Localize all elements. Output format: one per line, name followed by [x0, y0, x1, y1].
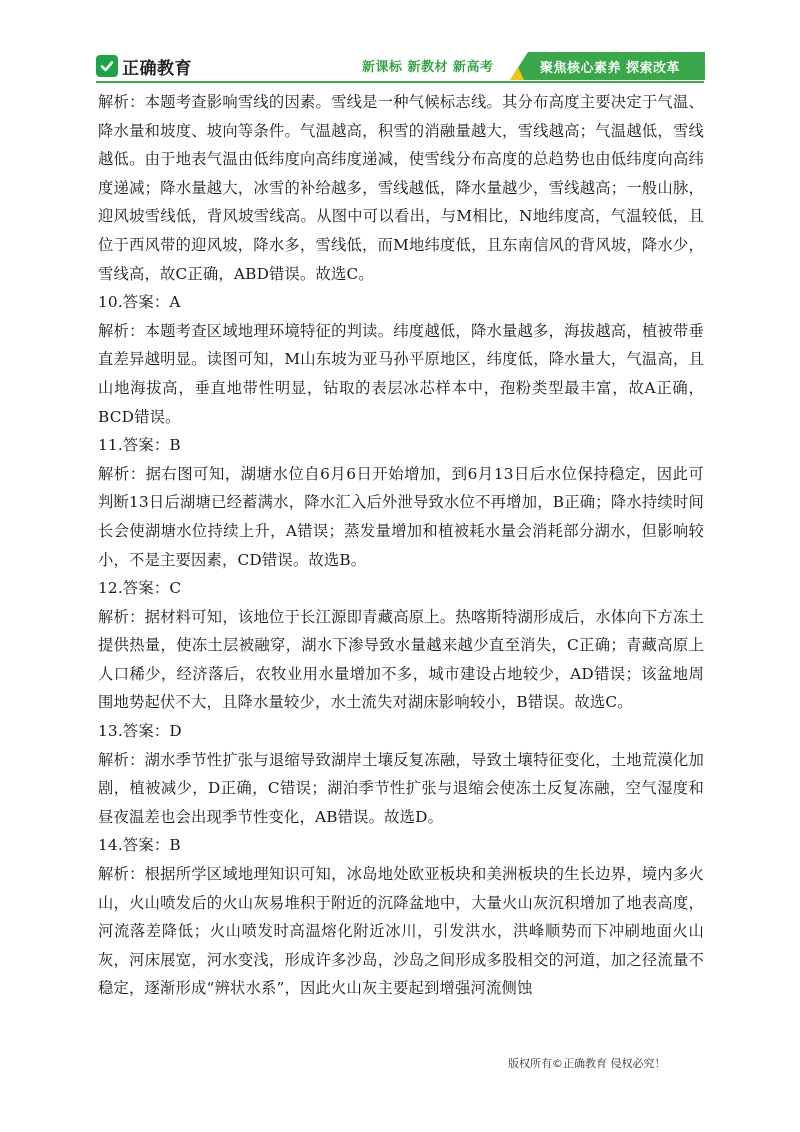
- page-header: [0, 0, 800, 92]
- explanation-10: 解析：本题考查区域地理环境特征的判读。纬度越低，降水量越多，海拔越高，植被带垂直差异越明显。读图可知，M山东坡为亚马孙平原地区，纬度低，降水量大，气温高，且山地海拔高，垂直地带性明显，钻取的表层冰芯样本中，孢粉类型最丰富，故A正确，BCD错误。: [98, 321, 704, 426]
- answer-14: 14.答案：B: [98, 836, 181, 855]
- explanation-11: 解析：据右图可知，湖塘水位自6月6日开始增加，到6月13日后水位保持稳定，因此可判断13日后湖塘已经蓄满水，降水汇入后外泄导致水位不再增加，B正确；降水持续时间长会使湖塘水位持续上升，A错误；蒸发量增加和植被耗水量会消耗部分湖水，但影响较小，不是主要因素，CD错误。故选B。: [98, 464, 704, 569]
- header-slogan: 新课标 新教材 新高考: [362, 60, 494, 75]
- banner-text: 聚焦核心素养 探索改革: [540, 61, 681, 76]
- logo-text: 正确教育: [122, 58, 192, 79]
- answer-10: 10.答案：A: [98, 293, 181, 312]
- answer-12: 12.答案：C: [98, 579, 182, 598]
- copyright-footer: 版权所有©正确教育 侵权必究！: [508, 1057, 666, 1070]
- header-divider: [96, 81, 704, 83]
- explanation-9: 解析：本题考查影响雪线的因素。雪线是一种气候标志线。其分布高度主要决定于气温、降水量和坡度、坡向等条件。气温越高，积雪的消融量越大，雪线越高；气温越低，雪线越低。由于地表气温由低纬度向高纬度递减，使雪线分布高度的总趋势也由低纬度向高纬度递减；降水量越大，冰雪的补给越多，雪线越低，降水量越少，雪线越高；一般山脉，迎风坡雪线低，背风坡雪线高。从图中可以看出，与M相比，N地纬度高，气温较低，且位于西风带的迎风坡，降水多，雪线低，而M地纬度低，且东南信风的背风坡，降水少，雪线高，故C正确，ABD错误。故选C。: [98, 93, 704, 283]
- answer-11: 11.答案：B: [98, 436, 181, 455]
- explanation-13: 解析：湖水季节性扩张与退缩导致湖岸土壤反复冻融，导致土壤特征变化，土地荒漠化加剧，植被减少，D正确，C错误；湖泊季节性扩张与退缩会使冻土反复冻融，空气湿度和昼夜温差也会出现季节性变化，AB错误。故选D。: [98, 750, 704, 826]
- checkmark-icon: [96, 55, 118, 77]
- explanation-12: 解析：据材料可知，该地位于长江源即青藏高原上。热喀斯特湖形成后，水体向下方冻土提供热量，使冻土层被融穿，湖水下渗导致水量越来越少直至消失，C正确；青藏高原上人口稀少，经济落后，农牧业用水量增加不多，城市建设占地较少，AD错误；该盆地周围地势起伏不大，且降水量较少，水土流失对湖床影响较小，B错误。故选C。: [98, 607, 704, 712]
- answer-13: 13.答案：D: [98, 722, 182, 741]
- brand-logo: [96, 53, 192, 79]
- document-body: [98, 88, 704, 1003]
- explanation-14: 解析：根据所学区域地理知识可知，冰岛地处欧亚板块和美洲板块的生长边界，境内多火山，火山喷发后的火山灰易堆积于附近的沉降盆地中，大量火山灰沉积增加了地表高度，河流落差降低；火山喷发时高温熔化附近冰川，引发洪水，洪峰顺势而下冲刷地面火山灰，河床展宽，河水变浅，形成许多沙岛，沙岛之间形成多股相交的河道，加之径流量不稳定，逐渐形成“辨状水系”，因此火山灰主要起到增强河流侧蚀: [98, 865, 704, 998]
